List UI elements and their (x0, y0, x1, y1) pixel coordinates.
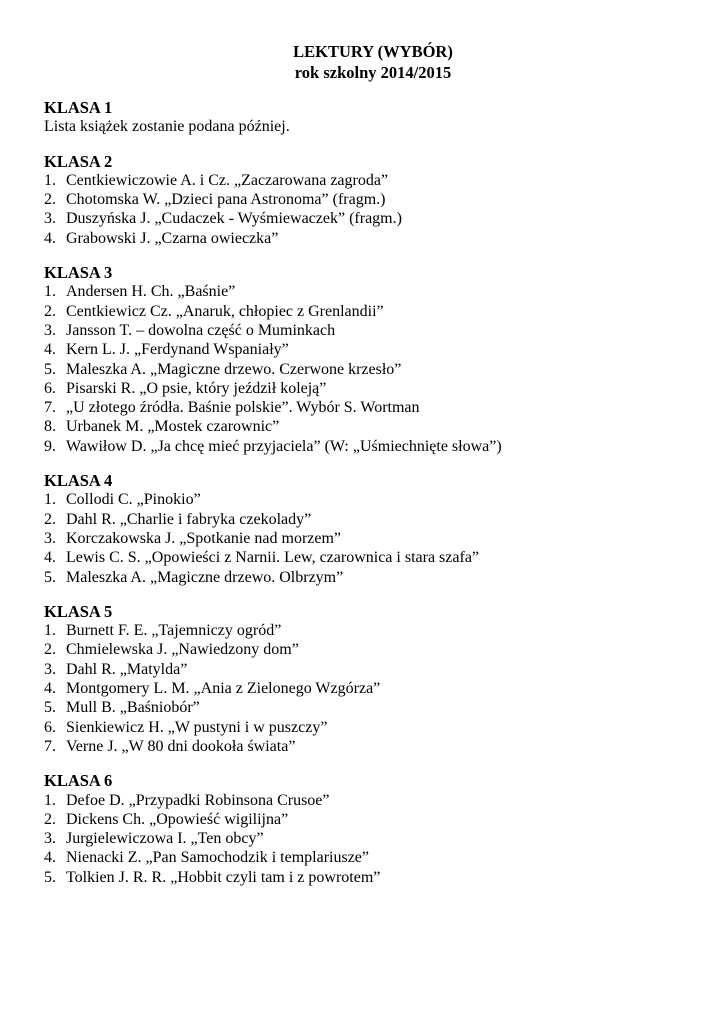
book-list (44, 621, 704, 756)
book-title: Dahl R. „Charlie i fabryka czekolady” (66, 510, 312, 528)
book-list (44, 282, 704, 456)
book-number: 2. (44, 810, 56, 828)
book-title: Jurgielewiczowa I. „Ten obcy” (66, 830, 264, 848)
book-title: Chmielewska J. „Nawiedzony dom” (66, 641, 299, 659)
book-item (44, 302, 704, 321)
book-item (44, 282, 704, 301)
book-number: 1. (44, 491, 56, 509)
book-item (44, 679, 704, 698)
document-header (0, 41, 724, 83)
book-number: 5. (44, 568, 56, 586)
book-title: Montgomery L. M. „Ania z Zielonego Wzgórza” (66, 680, 381, 698)
book-list (44, 171, 704, 248)
book-number: 2. (44, 191, 56, 209)
book-title: Dickens Ch. „Opowieść wigilijna” (66, 810, 289, 828)
book-number: 5. (44, 360, 56, 378)
book-number: 2. (44, 302, 56, 320)
book-item (44, 568, 704, 587)
book-item (44, 379, 704, 398)
book-item (44, 698, 704, 717)
book-title: Mull B. „Baśniobór” (66, 699, 200, 717)
book-title: Grabowski J. „Czarna owieczka” (66, 229, 279, 247)
book-title: Wawiłow D. „Ja chcę mieć przyjaciela” (W: „Uśmiechnięte słowa”) (66, 437, 502, 455)
book-item (44, 490, 704, 509)
book-item (44, 640, 704, 659)
book-number: 3. (44, 660, 56, 678)
book-item (44, 437, 704, 456)
book-item (44, 340, 704, 359)
klasa-heading: KLASA 1 (44, 98, 113, 117)
book-item (44, 229, 704, 248)
book-title: Duszyńska J. „Cudaczek - Wyśmiewaczek” (fragm.) (66, 210, 402, 228)
book-title: Korczakowska J. „Spotkanie nad morzem” (66, 529, 342, 547)
book-item (44, 548, 704, 567)
klasa-section-1 (44, 98, 704, 137)
klasa-section-6 (44, 771, 704, 887)
book-title: Urbanek M. „Mostek czarownic” (66, 418, 280, 436)
klasa-heading: KLASA 4 (44, 471, 113, 491)
book-number: 3. (44, 210, 56, 228)
klasa-heading: KLASA 3 (44, 263, 113, 283)
book-item (44, 848, 704, 867)
book-item (44, 398, 704, 417)
book-title: Burnett F. E. „Tajemniczy ogród” (66, 622, 282, 640)
book-title: Maleszka A. „Magiczne drzewo. Czerwone krzesło” (66, 360, 402, 378)
book-title: Nienacki Z. „Pan Samochodzik i templariusze” (66, 849, 370, 867)
book-title: Verne J. „W 80 dni dookoła świata” (66, 737, 296, 755)
book-item (44, 621, 704, 640)
book-list (44, 490, 704, 586)
book-item (44, 321, 704, 340)
book-number: 3. (44, 830, 56, 848)
book-item (44, 868, 704, 887)
book-item (44, 829, 704, 848)
book-list (44, 791, 704, 887)
book-title: Centkiewicz Cz. „Anaruk, chłopiec z Grenlandii” (66, 302, 384, 320)
klasa-section-2 (44, 152, 704, 248)
reading-list (44, 98, 704, 902)
book-number: 6. (44, 379, 56, 397)
klasa-section-3 (44, 263, 704, 456)
book-title: „U złotego źródła. Baśnie polskie”. Wybór S. Wortman (66, 399, 420, 417)
book-item (44, 810, 704, 829)
book-title: Pisarski R. „O psie, który jeździł koleją” (66, 379, 327, 397)
book-title: Chotomska W. „Dzieci pana Astronoma” (fragm.) (66, 191, 386, 209)
klasa-section-4 (44, 471, 704, 587)
klasa-heading: KLASA 5 (44, 601, 113, 621)
book-number: 4. (44, 341, 56, 359)
book-item (44, 791, 704, 810)
klasa-note: Lista książek zostanie podana później. (44, 118, 290, 136)
klasa-section-5 (44, 602, 704, 756)
book-number: 6. (44, 718, 56, 736)
book-title: Defoe D. „Przypadki Robinsona Crusoe” (66, 791, 330, 809)
book-title: Lewis C. S. „Opowieści z Narnii. Lew, czarownica i stara szafa” (66, 549, 480, 567)
book-number: 5. (44, 868, 56, 886)
book-number: 1. (44, 791, 56, 809)
document-title: LEKTURY (WYBÓR) (293, 42, 453, 61)
book-title: Maleszka A. „Magiczne drzewo. Olbrzym” (66, 568, 344, 586)
document-subtitle: rok szkolny 2014/2015 (294, 63, 452, 82)
book-item (44, 417, 704, 436)
book-item (44, 171, 704, 190)
book-item (44, 660, 704, 679)
book-number: 1. (44, 622, 56, 640)
book-item (44, 360, 704, 379)
klasa-heading: KLASA 6 (44, 771, 113, 791)
book-item (44, 718, 704, 737)
book-title: Andersen H. Ch. „Baśnie” (66, 283, 236, 301)
book-title: Dahl R. „Matylda” (66, 660, 188, 678)
book-title: Jansson T. – dowolna część o Muminkach (66, 321, 336, 339)
book-number: 8. (44, 418, 56, 436)
book-number: 4. (44, 849, 56, 867)
book-number: 3. (44, 321, 56, 339)
book-number: 4. (44, 229, 56, 247)
book-number: 5. (44, 699, 56, 717)
book-title: Kern L. J. „Ferdynand Wspaniały” (66, 341, 289, 359)
book-title: Tolkien J. R. R. „Hobbit czyli tam i z powrotem” (66, 868, 381, 886)
book-title: Sienkiewicz H. „W pustyni i w puszczy” (66, 718, 328, 736)
book-number: 1. (44, 171, 56, 189)
book-title: Centkiewiczowie A. i Cz. „Zaczarowana zagroda” (66, 171, 389, 189)
book-item (44, 737, 704, 756)
book-number: 2. (44, 641, 56, 659)
book-item (44, 510, 704, 529)
book-item (44, 529, 704, 548)
book-item (44, 209, 704, 228)
book-number: 7. (44, 737, 56, 755)
book-number: 4. (44, 680, 56, 698)
book-number: 4. (44, 549, 56, 567)
book-number: 9. (44, 437, 56, 455)
book-number: 7. (44, 399, 56, 417)
book-title: Collodi C. „Pinokio” (66, 491, 201, 509)
book-number: 1. (44, 283, 56, 301)
klasa-heading: KLASA 2 (44, 151, 113, 171)
book-item (44, 190, 704, 209)
book-number: 2. (44, 510, 56, 528)
book-number: 3. (44, 529, 56, 547)
